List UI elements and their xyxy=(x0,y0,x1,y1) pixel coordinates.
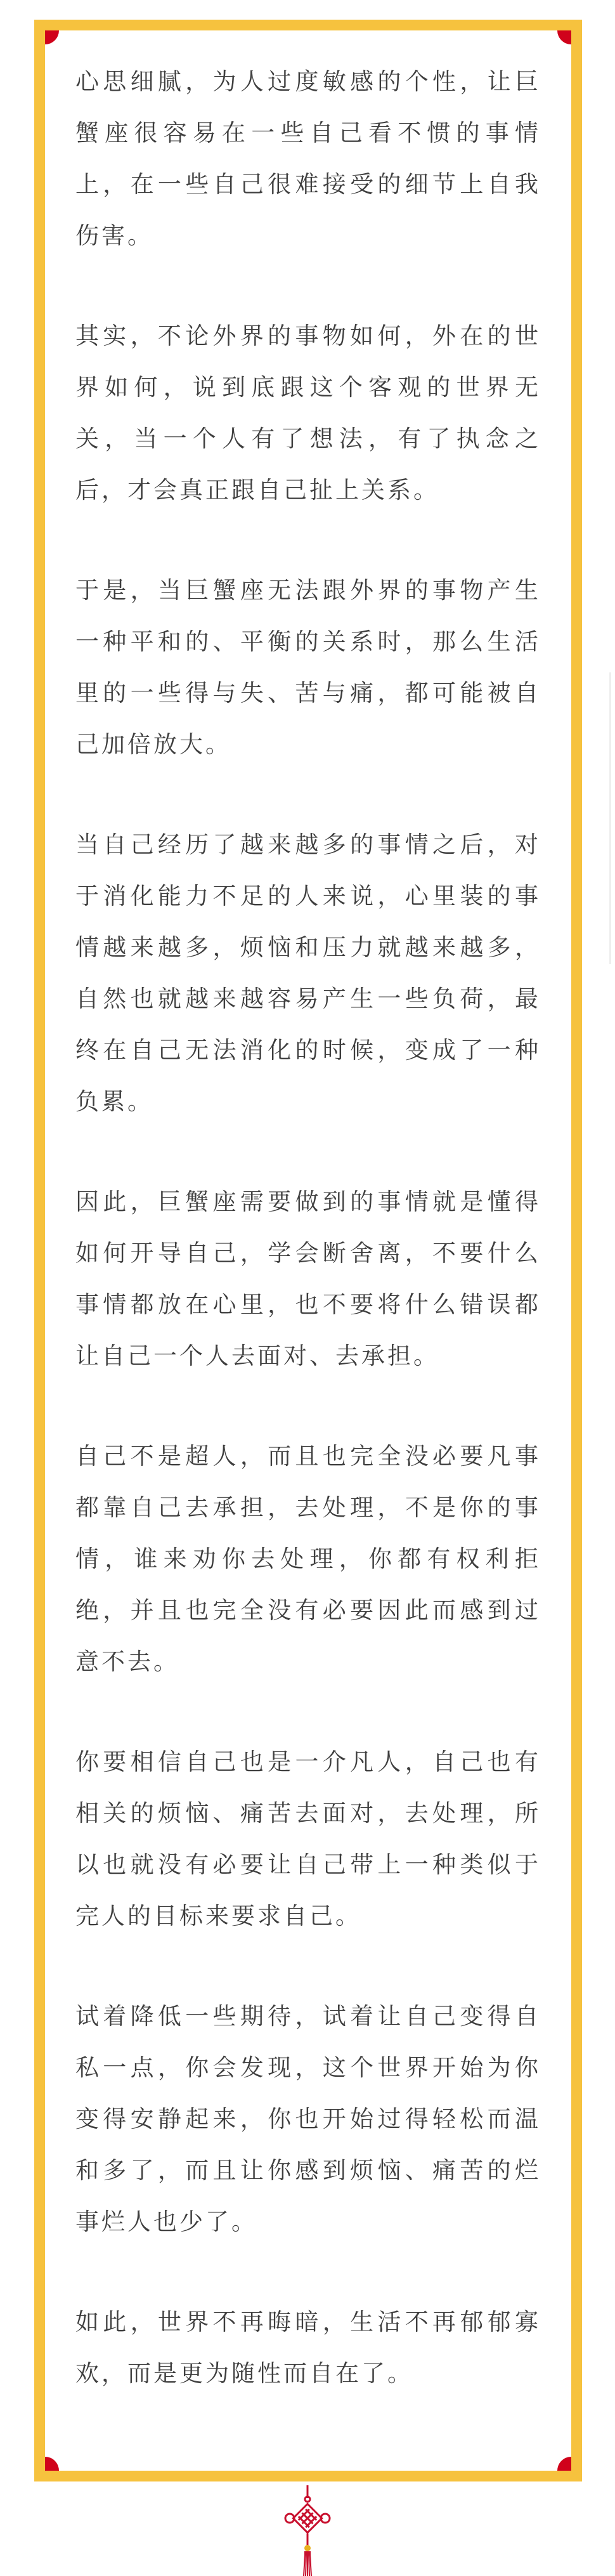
paragraph: 心思细腻，为人过度敏感的个性，让巨蟹座很容易在一些自己看不惯的事情上，在一些自己很难接受的细节上自我伤害。 xyxy=(75,68,541,249)
paragraph: 自己不是超人，而且也完全没必要凡事都靠自己去承担，去处理，不是你的事情，谁来劝你去处理，你都有权利拒绝，并且也完全没有必要因此而感到过意不去。 xyxy=(75,1442,541,1675)
chinese-knot-icon xyxy=(280,2485,335,2576)
paragraph: 其实，不论外界的事物如何，外在的世界如何，说到底跟这个客观的世界无关，当一个人有了想法，有了执念之后，才会真正跟自己扯上关系。 xyxy=(75,322,541,504)
paragraph: 于是，当巨蟹座无法跟外界的事物产生一种平和的、平衡的关系时，那么生活里的一些得与失、苦与痛，都可能被自己加倍放大。 xyxy=(75,577,541,758)
article-body xyxy=(75,56,541,2399)
paragraph: 因此，巨蟹座需要做到的事情就是懂得如何开导自己，学会断舍离，不要什么事情都放在心里，也不要将什么错误都让自己一个人去面对、去承担。 xyxy=(75,1188,541,1370)
corner-ornament-top-right xyxy=(557,30,571,44)
corner-ornament-bottom-left xyxy=(45,2457,59,2471)
paragraph: 当自己经历了越来越多的事情之后，对于消化能力不足的人来说，心里装的事情越来越多，烦恼和压力就越来越多，自然也就越来越容易产生一些负荷，最终在自己无法消化的时候，变成了一种负累。 xyxy=(75,831,541,1115)
corner-ornament-top-left xyxy=(45,30,59,44)
corner-ornament-bottom-right xyxy=(557,2457,571,2471)
article-frame xyxy=(34,20,582,2481)
paragraph: 你要相信自己也是一介凡人，自己也有相关的烦恼、痛苦去面对，去处理，所以也就没有必要让自己带上一种类似于完人的目标来要求自己。 xyxy=(75,1748,541,1930)
scrollbar-track xyxy=(609,672,611,964)
paragraph: 如此，世界不再晦暗，生活不再郁郁寡欢，而是更为随性而自在了。 xyxy=(75,2308,541,2387)
paragraph: 试着降低一些期待，试着让自己变得自私一点，你会发现，这个世界开始为你变得安静起来，你也开始过得轻松而温和多了，而且让你感到烦恼、痛苦的烂事烂人也少了。 xyxy=(75,2003,541,2235)
